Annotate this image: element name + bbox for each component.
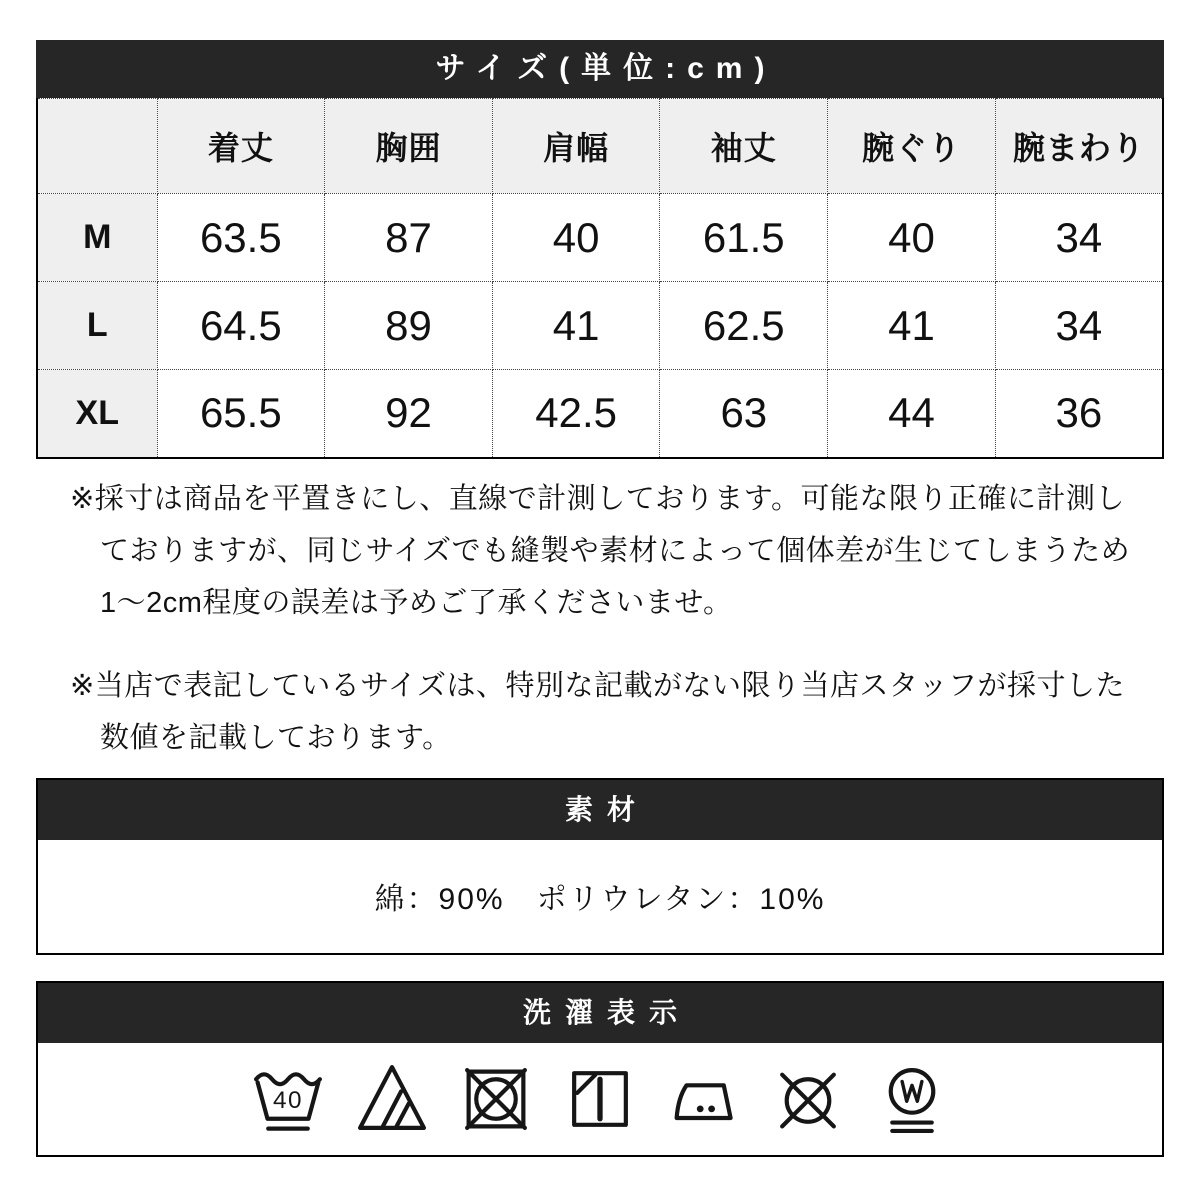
size-label: L	[37, 282, 157, 370]
table-cell: 40	[492, 194, 660, 282]
material-content: 綿：90% ポリウレタン：10%	[38, 840, 1162, 953]
note-line: ※採寸は商品を平置きにし、直線で計測しております。可能な限り正確に計測し	[70, 482, 1125, 515]
table-row-xl	[37, 370, 1163, 458]
column-header: 袖丈	[660, 99, 828, 194]
size-table-title: サイズ(単位:cm)	[36, 40, 1164, 98]
column-header: 肩幅	[492, 99, 660, 194]
column-header: 腕ぐり	[828, 99, 996, 194]
column-header: 腕まわり	[995, 99, 1163, 194]
note-line: ※当店で表記しているサイズは、特別な記載がない限り当店スタッフが採寸した	[70, 669, 1125, 702]
table-cell: 63.5	[157, 194, 325, 282]
material-title: 素材	[38, 780, 1162, 840]
table-cell: 34	[995, 282, 1163, 370]
line-dry-in-shade-icon	[562, 1061, 638, 1137]
material-section	[36, 778, 1164, 955]
note-staff-measurement	[70, 660, 1138, 764]
table-cell: 92	[325, 370, 493, 458]
do-not-tumble-dry-icon	[458, 1061, 534, 1137]
table-cell: 65.5	[157, 370, 325, 458]
iron-medium-heat-icon	[666, 1061, 742, 1137]
size-table-header-row	[37, 99, 1163, 194]
note-line: ておりますが、同じサイズでも縫製や素材によって個体差が生じてしまうため	[100, 534, 1131, 567]
table-cell: 61.5	[660, 194, 828, 282]
table-row-l	[37, 282, 1163, 370]
table-cell: 34	[995, 194, 1163, 282]
laundry-section	[36, 981, 1164, 1157]
machine-wash-40-gentle-icon	[250, 1061, 326, 1137]
table-cell: 64.5	[157, 282, 325, 370]
size-label: XL	[37, 370, 157, 458]
table-cell: 63	[660, 370, 828, 458]
column-header: 着丈	[157, 99, 325, 194]
table-cell: 44	[828, 370, 996, 458]
note-measurement-disclaimer	[70, 473, 1138, 629]
table-cell: 62.5	[660, 282, 828, 370]
column-header: 胸囲	[325, 99, 493, 194]
size-table	[36, 98, 1164, 459]
note-line: 1〜2cm程度の誤差は予めご了承くださいませ。	[100, 586, 733, 619]
table-row-m	[37, 194, 1163, 282]
laundry-symbols	[38, 1043, 1162, 1155]
non-chlorine-bleach-icon	[354, 1061, 430, 1137]
table-cell: 89	[325, 282, 493, 370]
table-cell: 42.5	[492, 370, 660, 458]
table-corner-cell	[37, 99, 157, 194]
table-cell: 87	[325, 194, 493, 282]
do-not-dry-clean-icon	[770, 1061, 846, 1137]
table-cell: 41	[492, 282, 660, 370]
svg-text:40: 40	[272, 1086, 304, 1114]
laundry-title: 洗濯表示	[38, 983, 1162, 1043]
table-cell: 41	[828, 282, 996, 370]
note-line: 数値を記載しております。	[100, 721, 452, 754]
size-label: M	[37, 194, 157, 282]
wet-clean-very-gentle-icon	[874, 1061, 950, 1137]
table-cell: 36	[995, 370, 1163, 458]
table-cell: 40	[828, 194, 996, 282]
notes	[70, 473, 1138, 764]
